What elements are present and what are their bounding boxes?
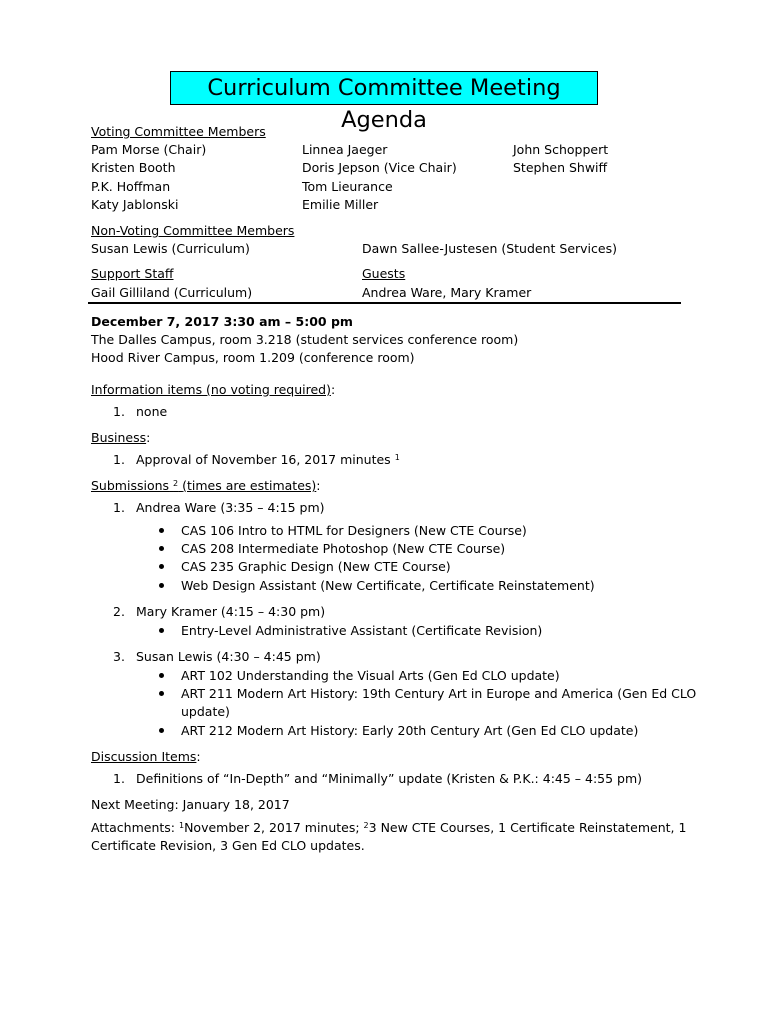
guests-list: Andrea Ware, Mary Kramer <box>362 285 532 300</box>
submission-item: CAS 235 Graphic Design (New CTE Course) <box>181 559 451 574</box>
voting-member: Stephen Shwiff <box>513 160 608 175</box>
business-item-number: 1. <box>113 452 125 467</box>
page-title: Curriculum Committee Meeting Agenda <box>170 71 598 105</box>
guests-heading: Guests <box>362 266 406 281</box>
meeting-datetime: December 7, 2017 3:30 am – 5:00 pm <box>91 314 353 329</box>
bullet-icon <box>159 546 164 551</box>
bullet-icon <box>159 673 164 678</box>
voting-member: P.K. Hoffman <box>91 179 171 194</box>
submission-number: 3. <box>113 649 125 664</box>
discussion-item: Definitions of “In-Depth” and “Minimally” update (Kristen & P.K.: 4:45 – 4:55 pm) <box>136 771 643 786</box>
nonvoting-member: Susan Lewis (Curriculum) <box>91 241 250 256</box>
submission-item: Entry-Level Administrative Assistant (Certificate Revision) <box>181 623 543 638</box>
bullet-icon <box>159 628 164 633</box>
voting-member: Doris Jepson (Vice Chair) <box>302 160 457 175</box>
submission-number: 1. <box>113 500 125 515</box>
discussion-item-number: 1. <box>113 771 125 786</box>
voting-heading: Voting Committee Members <box>91 124 266 139</box>
submission-item: ART 102 Understanding the Visual Arts (Gen Ed CLO update) <box>181 668 560 683</box>
business-item: Approval of November 16, 2017 minutes $^1$ <box>136 452 400 467</box>
voting-member: Pam Morse (Chair) <box>91 142 207 157</box>
support-heading: Support Staff <box>91 266 174 281</box>
voting-member: Emilie Miller <box>302 197 379 212</box>
bullet-icon <box>159 583 164 588</box>
submission-number: 2. <box>113 604 125 619</box>
attachments-continued: Certificate Revision, 3 Gen Ed CLO updates. <box>91 838 365 853</box>
submission-item: CAS 106 Intro to HTML for Designers (New CTE Course) <box>181 523 527 538</box>
attachments: Attachments: $^1$November 2, 2017 minutes; $^2$3 New CTE Courses, 1 Certificate Reinstatement, 1 <box>91 820 687 835</box>
submission-item: ART 212 Modern Art History: Early 20th Century Art (Gen Ed CLO update) <box>181 723 639 738</box>
support-member: Gail Gilliland (Curriculum) <box>91 285 253 300</box>
info-item: none <box>136 404 168 419</box>
meeting-location: Hood River Campus, room 1.209 (conference room) <box>91 350 415 365</box>
business-heading: Business: <box>91 430 151 445</box>
divider <box>88 302 681 304</box>
submission-presenter: Mary Kramer (4:15 – 4:30 pm) <box>136 604 326 619</box>
meeting-location: The Dalles Campus, room 3.218 (student services conference room) <box>91 332 519 347</box>
nonvoting-heading: Non-Voting Committee Members <box>91 223 295 238</box>
bullet-icon <box>159 528 164 533</box>
submission-item: ART 211 Modern Art History: 19th Century Art in Europe and America (Gen Ed CLO <box>181 686 697 701</box>
nonvoting-member: Dawn Sallee-Justesen (Student Services) <box>362 241 617 256</box>
bullet-icon <box>159 564 164 569</box>
voting-member: Kristen Booth <box>91 160 176 175</box>
submissions-heading: Submissions $^2$ (times are estimates): <box>91 478 321 493</box>
discussion-heading: Discussion Items: <box>91 749 201 764</box>
voting-member: Katy Jablonski <box>91 197 179 212</box>
submission-presenter: Andrea Ware (3:35 – 4:15 pm) <box>136 500 325 515</box>
submission-presenter: Susan Lewis (4:30 – 4:45 pm) <box>136 649 321 664</box>
voting-member: Linnea Jaeger <box>302 142 388 157</box>
info-heading: Information items (no voting required): <box>91 382 336 397</box>
voting-member: John Schoppert <box>513 142 609 157</box>
bullet-icon <box>159 691 164 696</box>
submission-item: Web Design Assistant (New Certificate, Certificate Reinstatement) <box>181 578 595 593</box>
submission-item-continued: update) <box>181 704 230 719</box>
next-meeting: Next Meeting: January 18, 2017 <box>91 797 290 812</box>
bullet-icon <box>159 728 164 733</box>
submission-item: CAS 208 Intermediate Photoshop (New CTE Course) <box>181 541 506 556</box>
voting-member: Tom Lieurance <box>302 179 393 194</box>
info-item-number: 1. <box>113 404 125 419</box>
